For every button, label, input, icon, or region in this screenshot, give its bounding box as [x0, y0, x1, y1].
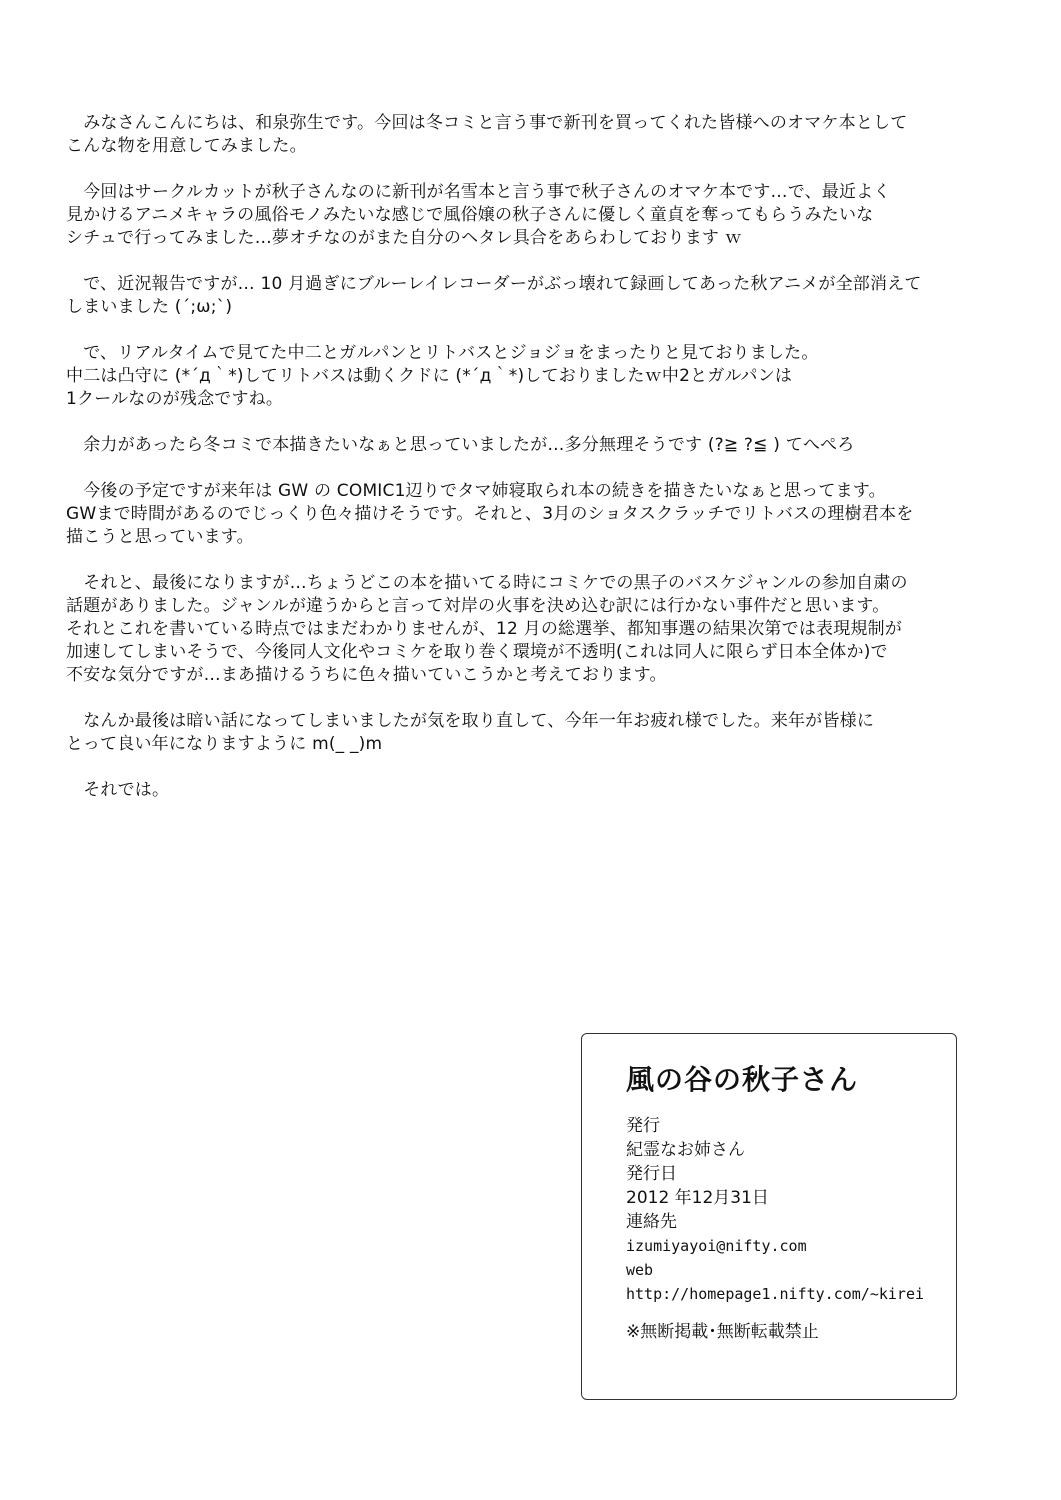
afterword-paragraph: [66, 572, 966, 687]
contact-label: 連絡先: [626, 1212, 677, 1232]
text-line: 不安な気分ですが…まあ描けるうちに色々描いていこうかと考えております。: [66, 665, 667, 685]
website-url: http://homepage1.nifty.com/~kirei: [626, 1285, 925, 1303]
text-line: 1クールなのが残念ですね。: [66, 389, 284, 409]
text-line: で、リアルタイムで見てた中二とガルパンとリトバスとジョジョをまったりと見ておりました。: [66, 343, 819, 363]
afterword-paragraph: [66, 480, 966, 549]
text-line: 今後の予定ですが来年は GW の COMIC1辺りでタマ姉寝取られ本の続きを描きたいなぁと思ってます。: [66, 481, 886, 501]
text-line: こんな物を用意してみました。: [66, 136, 307, 156]
afterword-paragraph: [66, 779, 966, 802]
text-line: 話題がありました。ジャンルが違うからと言って対岸の火事を決め込む訳には行かない事件だと思います。: [66, 596, 890, 616]
publish-date: 2012 年12月31日: [626, 1188, 769, 1208]
text-line: とって良い年になりますように m(_ _)m: [66, 734, 383, 754]
text-line: シチュで行ってみました…夢オチなのがまた自分のヘタレ具合をあらわしております ｗ: [66, 228, 742, 248]
colophon-box: [581, 1033, 957, 1400]
contact-email: izumiyayoi@nifty.com: [626, 1237, 807, 1255]
web-label: web: [626, 1261, 654, 1279]
text-line: それとこれを書いている時点ではまだわかりませんが、12 月の総選挙、都知事選の結果次第では表現規制が: [66, 619, 903, 639]
publisher-label: 発行: [626, 1116, 660, 1136]
text-line: 描こうと思っています。: [66, 527, 254, 547]
text-line: GWまで時間があるのでじっくり色々描けそうです。それと、3月のショタスクラッチでリトバスの理樹君本を: [66, 504, 914, 524]
text-line: 見かけるアニメキャラの風俗モノみたいな感じで風俗嬢の秋子さんに優しく童貞を奪ってもらうみたいな: [66, 205, 874, 225]
text-line: なんか最後は暗い話になってしまいましたが気を取り直して、今年一年お疲れ様でした。来年が皆様に: [66, 711, 875, 731]
date-label: 発行日: [626, 1164, 677, 1184]
afterword-paragraph: [66, 273, 966, 319]
copyright-notice: ※無断掲載･無断転載禁止: [626, 1322, 819, 1342]
afterword-text: [66, 112, 966, 825]
text-line: それでは。: [66, 780, 170, 800]
afterword-paragraph: [66, 181, 966, 250]
text-line: それと、最後になりますが…ちょうどこの本を描いてる時にコミケでの黒子のバスケジャンルの参加自粛の: [66, 573, 908, 593]
text-line: みなさんこんにちは、和泉弥生です。今回は冬コミと言う事で新刊を買ってくれた皆様へのオマケ本として: [66, 113, 908, 133]
book-title: 風の谷の秋子さん: [626, 1063, 859, 1096]
afterword-paragraph: [66, 434, 966, 457]
text-line: 中二は凸守に (*´д｀*)してリトバスは動くクドに (*´д｀*)しておりましたｗ中2とガルパンは: [66, 366, 793, 386]
publisher-name: 紀霊なお姉さん: [626, 1140, 745, 1160]
afterword-paragraph: [66, 710, 966, 756]
afterword-paragraph: [66, 112, 966, 158]
text-line: 余力があったら冬コミで本描きたいなぁと思っていましたが…多分無理そうです (?≧ ?≦ ) てへぺろ: [66, 435, 855, 455]
text-line: で、近況報告ですが… 10 月過ぎにブルーレイレコーダーがぶっ壊れて録画してあった秋アニメが全部消えて: [66, 274, 922, 294]
text-line: 今回はサークルカットが秋子さんなのに新刊が名雪本と言う事で秋子さんのオマケ本です…で、最近よく: [66, 182, 891, 202]
text-line: 加速してしまいそうで、今後同人文化やコミケを取り巻く環境が不透明(これは同人に限らず日本全体か)で: [66, 642, 888, 662]
afterword-paragraph: [66, 342, 966, 411]
text-line: しまいました (´;ω;`): [66, 297, 233, 317]
